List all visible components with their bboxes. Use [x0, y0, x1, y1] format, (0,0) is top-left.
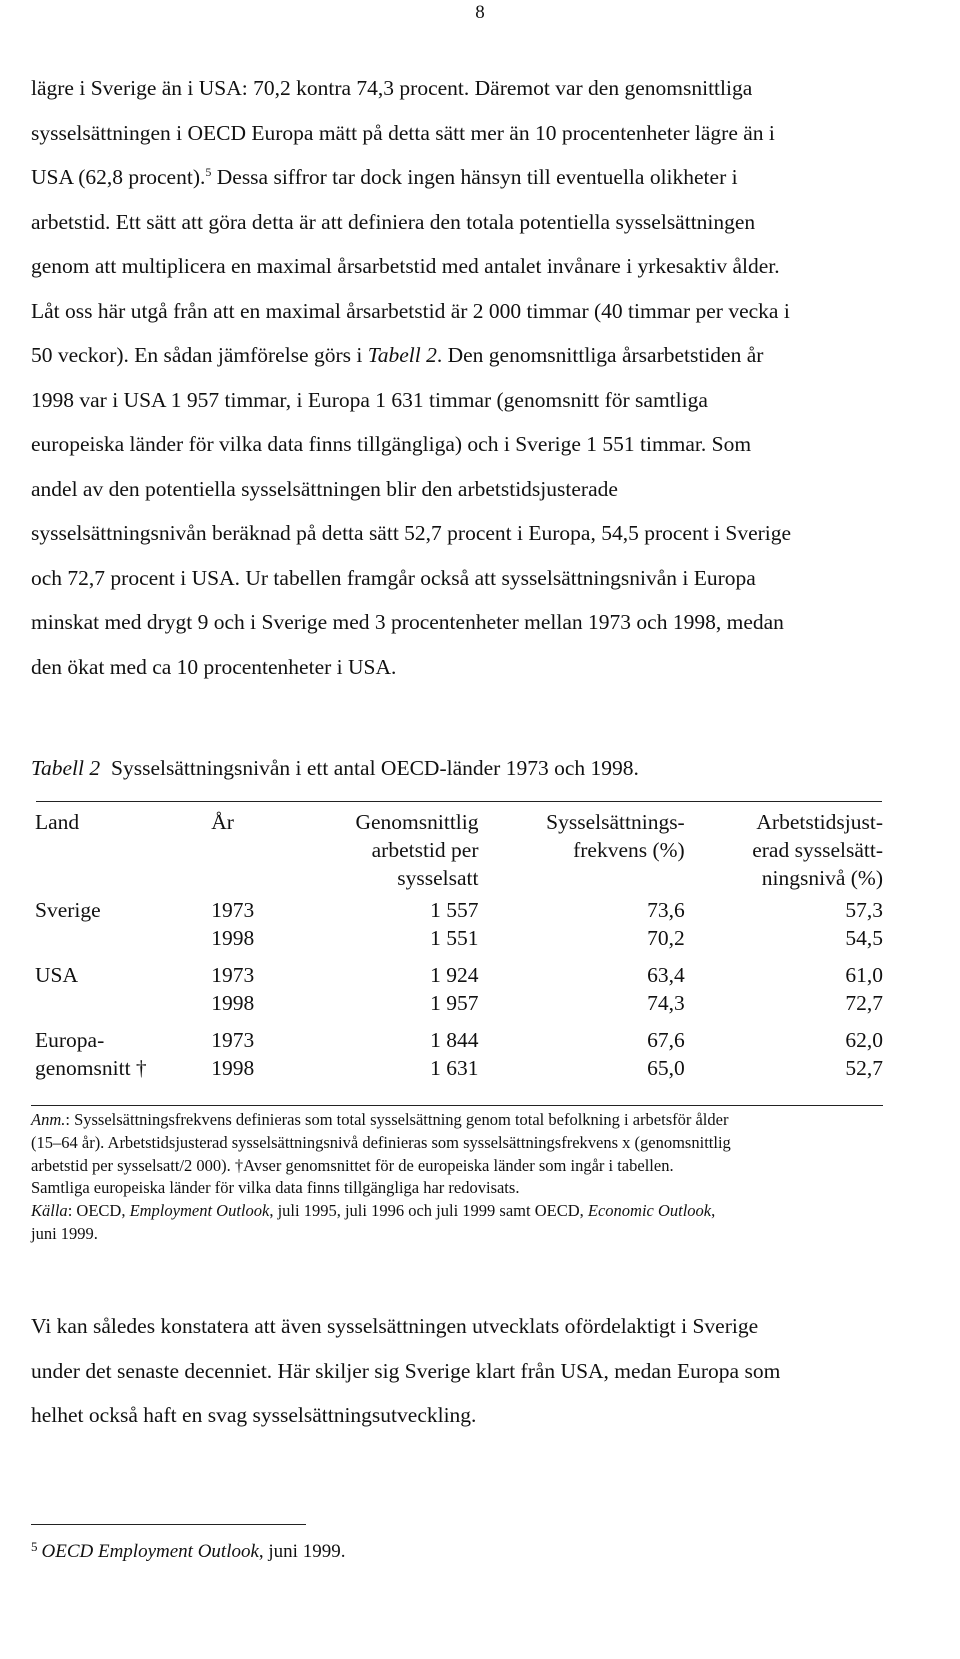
text-line: och 72,7 procent i USA. Ur tabellen framgår också att sysselsättningsnivån i Europa	[31, 565, 756, 590]
header-year: År	[211, 810, 234, 834]
text-line: arbetstid. Ett sätt att göra detta är att definiera den totala potentiella sysselsättningen	[31, 209, 756, 234]
table-caption	[31, 756, 639, 781]
cell-land	[35, 989, 211, 1017]
note-label: Anm.	[31, 1110, 66, 1129]
table-row	[35, 952, 883, 989]
text-line: Låt oss här utgå från att en maximal årsarbetstid är 2 000 timmar (40 timmar per vecka i	[31, 298, 790, 323]
table-top-rule	[36, 801, 882, 802]
cell-employment-rate: 74,3	[647, 991, 685, 1015]
table-caption-label: Tabell 2	[31, 756, 101, 780]
header-employment-rate: Sysselsättnings- frekvens (%)	[546, 810, 685, 862]
cell-year: 1973	[211, 1028, 255, 1052]
text-line: minskat med drygt 9 och i Sverige med 3 procentenheter mellan 1973 och 1998, medan	[31, 610, 784, 634]
body-paragraph-2	[31, 1304, 911, 1438]
source-line: Källa: OECD, Employment Outlook, juli 1995, juli 1996 och juli 1999 samt OECD, Economic Outlook,	[31, 1201, 716, 1221]
table-caption-title: Sysselsättningsnivån i ett antal OECD-länder 1973 och 1998.	[111, 756, 639, 780]
text-fragment: Dessa siffror tar dock ingen hänsyn till eventuella olikheter i	[211, 165, 738, 189]
cell-land	[35, 924, 211, 952]
text-fragment: 50 veckor). En sådan jämförelse görs i	[31, 343, 368, 367]
cell-avg-hours: 1 551	[430, 926, 479, 950]
cell-adjusted-level: 61,0	[845, 963, 883, 987]
cell-avg-hours: 1 844	[430, 1028, 479, 1052]
note-line: (15–64 år). Arbetstidsjusterad sysselsättningsnivå definieras som sysselsättningsfrekvens x (genomsnittlig	[31, 1132, 731, 1152]
cell-land: USA	[35, 963, 79, 987]
cell-adjusted-level: 54,5	[845, 926, 883, 950]
cell-adjusted-level: 72,7	[845, 991, 883, 1015]
header-avg-hours: Genomsnittlig arbetstid per sysselsatt	[355, 810, 479, 890]
cell-employment-rate: 73,6	[647, 898, 685, 922]
cell-adjusted-level: 52,7	[845, 1056, 883, 1080]
cell-avg-hours: 1 631	[430, 1056, 479, 1080]
text-line: helhet också haft en svag sysselsättningsutveckling.	[31, 1403, 477, 1427]
cell-avg-hours: 1 924	[430, 963, 479, 987]
footnote-reference[interactable]: 5	[205, 164, 212, 179]
table-header-row	[35, 808, 883, 896]
cell-adjusted-level: 57,3	[845, 898, 883, 922]
text-line: under det senaste decenniet. Här skiljer sig Sverige klart från USA, medan Europa som	[31, 1358, 781, 1383]
footnote-number: 5	[31, 1539, 38, 1554]
cell-year: 1998	[211, 1056, 255, 1080]
cell-year: 1998	[211, 991, 255, 1015]
note-line: Samtliga europeiska länder för vilka data finns tillgängliga har redovisats.	[31, 1178, 520, 1198]
text-line	[31, 333, 911, 378]
header-land: Land	[35, 810, 80, 834]
text-line: 1998 var i USA 1 957 timmar, i Europa 1 631 timmar (genomsnitt för samtliga	[31, 387, 708, 412]
table-row	[35, 1054, 883, 1082]
cell-land: genomsnitt †	[35, 1056, 147, 1080]
cell-land: Europa-	[35, 1028, 105, 1052]
text-fragment: USA (62,8 procent).	[31, 165, 206, 189]
text-line: europeiska länder för vilka data finns tillgängliga) och i Sverige 1 551 timmar. Som	[31, 432, 752, 456]
cell-year: 1998	[211, 926, 255, 950]
table-row	[35, 896, 883, 924]
footnote-title: OECD Employment Outlook	[41, 1541, 259, 1562]
page-number: 8	[475, 2, 485, 23]
cell-land: Sverige	[35, 898, 101, 922]
text-line: genom att multiplicera en maximal årsarbetstid med antalet invånare i yrkesaktiv ålder.	[31, 254, 780, 278]
footnote-text: , juni 1999.	[258, 1541, 346, 1562]
cell-employment-rate: 63,4	[647, 963, 685, 987]
source-label: Källa	[31, 1201, 68, 1221]
footnote	[31, 1539, 345, 1563]
employment-table	[35, 808, 883, 1082]
text-line: sysselsättningsnivån beräknad på detta sätt 52,7 procent i Europa, 54,5 procent i Sverige	[31, 521, 792, 545]
note-line: arbetstid per sysselsatt/2 000). †Avser genomsnittet för de europeiska länder som ingår i tabellen.	[31, 1155, 674, 1175]
table-row	[35, 989, 883, 1017]
text-line: lägre i Sverige än i USA: 70,2 kontra 74,3 procent. Däremot var den genomsnittliga	[31, 76, 753, 100]
cell-adjusted-level: 62,0	[845, 1028, 883, 1052]
text-line	[31, 155, 911, 200]
table-notes	[31, 1109, 911, 1246]
table-bottom-rule	[31, 1105, 883, 1106]
text-line: andel av den potentiella sysselsättningen blir den arbetstidsjusterade	[31, 476, 618, 501]
source-line: juni 1999.	[31, 1223, 98, 1243]
text-line: den ökat med ca 10 procentenheter i USA.	[31, 654, 397, 679]
table-row	[35, 1017, 883, 1054]
text-fragment: . Den genomsnittliga årsarbetstiden år	[436, 343, 764, 367]
table-reference: Tabell 2	[367, 343, 437, 367]
cell-employment-rate: 67,6	[647, 1028, 685, 1052]
cell-year: 1973	[211, 963, 255, 987]
footnote-divider	[31, 1524, 306, 1525]
cell-avg-hours: 1 557	[430, 898, 479, 922]
text-line: Vi kan således konstatera att även sysselsättningen utvecklats ofördelaktigt i Sverige	[31, 1314, 759, 1338]
cell-year: 1973	[211, 898, 255, 922]
body-paragraph-1	[31, 66, 911, 689]
cell-employment-rate: 65,0	[647, 1056, 685, 1080]
text-line: sysselsättningen i OECD Europa mätt på detta sätt mer än 10 procentenheter lägre än i	[31, 120, 775, 145]
cell-avg-hours: 1 957	[430, 991, 479, 1015]
table-row	[35, 924, 883, 952]
note-line: Anm.: Sysselsättningsfrekvens definieras som total sysselsättning genom total befolkning i arbetsför ålder	[31, 1110, 729, 1129]
header-adjusted-level: Arbetstidsjust- erad sysselsätt- ningsnivå (%)	[752, 810, 883, 890]
cell-employment-rate: 70,2	[647, 926, 685, 950]
